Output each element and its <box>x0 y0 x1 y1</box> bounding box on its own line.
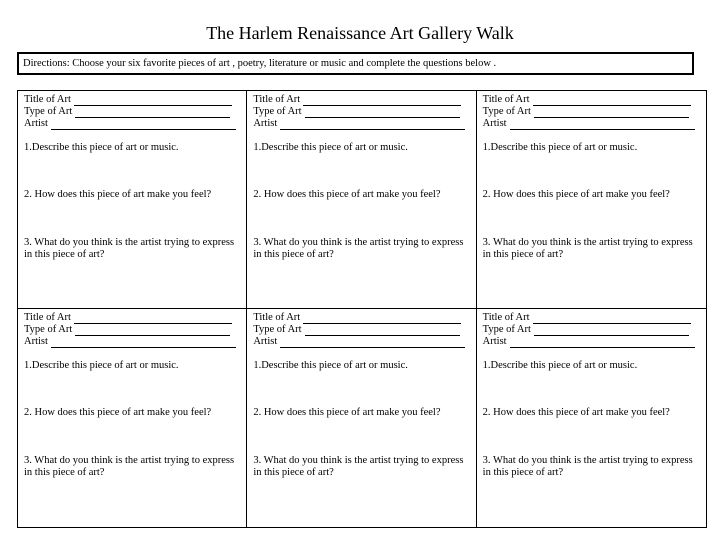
art-card <box>247 91 476 309</box>
title-of-art-label: Title of Art <box>253 94 301 105</box>
artist-label: Artist <box>253 336 278 347</box>
artist-blank[interactable] <box>510 338 695 348</box>
title-of-art-blank[interactable] <box>74 96 232 106</box>
type-of-art-blank[interactable] <box>534 326 689 336</box>
type-of-art-blank[interactable] <box>75 326 230 336</box>
title-of-art-label: Title of Art <box>482 312 530 323</box>
type-of-art-label: Type of Art <box>24 324 73 335</box>
title-of-art-blank[interactable] <box>533 96 691 106</box>
type-of-art-field[interactable] <box>24 324 230 336</box>
type-of-art-field[interactable] <box>253 106 459 118</box>
question-feel: 2. How does this piece of art make you feel? <box>482 407 670 418</box>
question-feel: 2. How does this piece of art make you feel? <box>24 189 212 200</box>
art-card <box>247 309 476 527</box>
title-of-art-label: Title of Art <box>253 312 301 323</box>
title-of-art-blank[interactable] <box>303 96 461 106</box>
question-feel: 2. How does this piece of art make you feel? <box>253 407 441 418</box>
title-of-art-blank[interactable] <box>303 314 461 324</box>
artist-blank[interactable] <box>51 338 236 348</box>
artist-blank[interactable] <box>280 338 465 348</box>
artist-field[interactable] <box>253 336 465 348</box>
art-card <box>18 91 247 309</box>
art-card <box>477 309 706 527</box>
type-of-art-label: Type of Art <box>24 106 73 117</box>
question-artist-intent: 3. What do you think is the artist trying to express in this piece of art? <box>253 237 464 260</box>
question-feel: 2. How does this piece of art make you feel? <box>482 189 670 200</box>
question-describe: 1.Describe this piece of art or music. <box>482 360 638 371</box>
type-of-art-blank[interactable] <box>305 108 460 118</box>
title-of-art-field[interactable] <box>24 312 232 324</box>
question-describe: 1.Describe this piece of art or music. <box>24 360 179 371</box>
question-artist-intent: 3. What do you think is the artist trying to express in this piece of art? <box>482 455 693 478</box>
artist-field[interactable] <box>483 336 695 348</box>
title-of-art-field[interactable] <box>24 94 232 106</box>
artist-field[interactable] <box>24 336 236 348</box>
artist-label: Artist <box>24 336 48 347</box>
artist-field[interactable] <box>24 118 236 130</box>
artist-label: Artist <box>482 118 507 129</box>
title-of-art-blank[interactable] <box>74 314 232 324</box>
question-artist-intent: 3. What do you think is the artist trying to express in this piece of art? <box>482 237 693 260</box>
question-artist-intent: 3. What do you think is the artist trying to express in this piece of art? <box>24 237 235 260</box>
title-of-art-blank[interactable] <box>533 314 691 324</box>
type-of-art-blank[interactable] <box>305 326 460 336</box>
question-artist-intent: 3. What do you think is the artist trying to express in this piece of art? <box>253 455 464 478</box>
artist-blank[interactable] <box>280 120 465 130</box>
title-of-art-label: Title of Art <box>24 94 71 105</box>
type-of-art-field[interactable] <box>253 324 459 336</box>
art-card <box>18 309 247 527</box>
question-feel: 2. How does this piece of art make you feel? <box>24 407 212 418</box>
title-of-art-field[interactable] <box>253 312 461 324</box>
artist-field[interactable] <box>253 118 465 130</box>
page-title: The Harlem Renaissance Art Gallery Walk <box>206 23 514 43</box>
type-of-art-field[interactable] <box>24 106 230 118</box>
type-of-art-blank[interactable] <box>534 108 689 118</box>
title-of-art-label: Title of Art <box>24 312 71 323</box>
art-card <box>477 91 706 309</box>
artist-label: Artist <box>482 336 507 347</box>
type-of-art-label: Type of Art <box>482 106 531 117</box>
artist-label: Artist <box>24 118 48 129</box>
type-of-art-label: Type of Art <box>253 324 302 335</box>
question-describe: 1.Describe this piece of art or music. <box>24 142 179 153</box>
question-describe: 1.Describe this piece of art or music. <box>482 142 638 153</box>
artist-label: Artist <box>253 118 278 129</box>
title-of-art-field[interactable] <box>483 94 691 106</box>
title-of-art-label: Title of Art <box>482 94 530 105</box>
question-describe: 1.Describe this piece of art or music. <box>253 142 408 153</box>
artist-field[interactable] <box>483 118 695 130</box>
question-describe: 1.Describe this piece of art or music. <box>253 360 408 371</box>
title-of-art-field[interactable] <box>483 312 691 324</box>
directions-box: Directions: Choose your six favorite pieces of art , poetry, literature or music and complete the questions below . <box>17 52 694 75</box>
type-of-art-label: Type of Art <box>253 106 302 117</box>
type-of-art-blank[interactable] <box>75 108 230 118</box>
title-of-art-field[interactable] <box>253 94 461 106</box>
question-feel: 2. How does this piece of art make you feel? <box>253 189 441 200</box>
artist-blank[interactable] <box>51 120 236 130</box>
type-of-art-label: Type of Art <box>482 324 531 335</box>
artist-blank[interactable] <box>510 120 695 130</box>
gallery-walk-grid <box>17 90 707 528</box>
type-of-art-field[interactable] <box>483 324 689 336</box>
question-artist-intent: 3. What do you think is the artist trying to express in this piece of art? <box>24 455 235 478</box>
type-of-art-field[interactable] <box>483 106 689 118</box>
